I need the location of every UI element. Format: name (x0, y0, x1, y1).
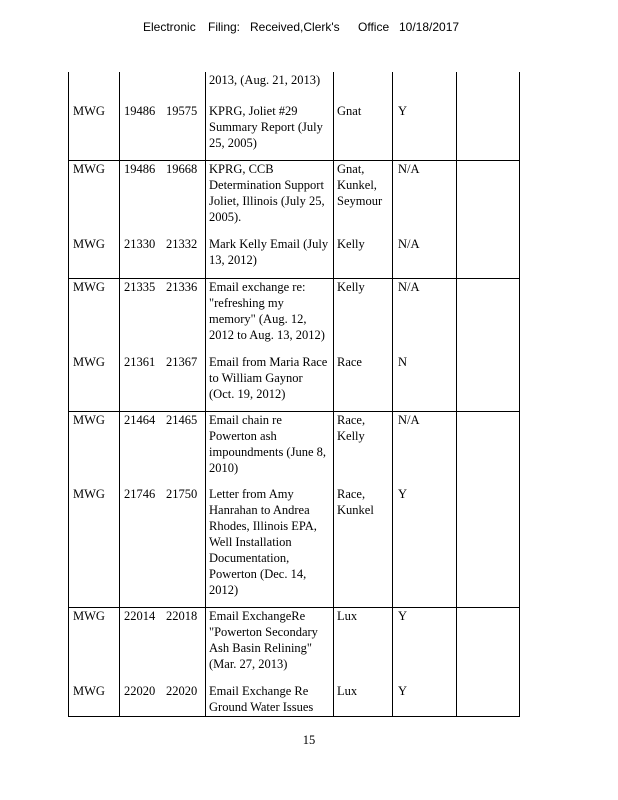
table-cell-bates-start: 22020 (124, 684, 156, 698)
table-cell-bates-end: 21336 (166, 280, 198, 294)
table-cell-bates-prefix: MWG (73, 162, 105, 176)
table-cell-description: Email ExchangeRe "Powerton Secondary Ash Basin Relining" (Mar. 27, 2013) (209, 609, 318, 671)
table-cell-privileged: Y (398, 487, 408, 501)
table-cell-bates-end: 22020 (166, 684, 198, 698)
table-cell-author: Gnat, Kunkel, Seymour (337, 162, 383, 208)
table-cell-bates-start: 19486 (124, 104, 156, 118)
header-word-filing: Filing: (208, 20, 241, 34)
table-cell-privileged: N/A (398, 162, 420, 176)
table-border-left (68, 72, 69, 717)
table-cell-bates-prefix: MWG (73, 237, 105, 251)
page-number: 15 (302, 733, 316, 747)
header-word-electronic: Electronic (143, 20, 196, 34)
table-cell-bates-start: 21746 (124, 487, 156, 501)
table-cell-description: Email chain re Powerton ash impoundments (June 8, 2010) (209, 413, 327, 475)
table-cell-bates-start: 22014 (124, 609, 156, 623)
header-word-received-clerks: Received,Clerk's (250, 20, 340, 34)
table-cell-privileged: Y (398, 684, 408, 698)
table-cell-bates-start: 21330 (124, 237, 156, 251)
table-cell-author: Lux (337, 609, 358, 623)
table-border-right (519, 72, 520, 717)
table-cell-privileged: N/A (398, 237, 420, 251)
table-cell-bates-prefix: MWG (73, 355, 105, 369)
header-word-office: Office (358, 20, 390, 34)
table-cell-author: Gnat (337, 104, 362, 118)
table-cell-bates-prefix: MWG (73, 609, 105, 623)
table-cell-description: KPRG, CCB Determination Support Joliet, Illinois (July 25, 2005). (209, 162, 325, 224)
table-cell-privileged: Y (398, 609, 408, 623)
table-cell-bates-end: 21750 (166, 487, 198, 501)
table-cell-description: Email from Maria Race to William Gaynor (Oct. 19, 2012) (209, 355, 328, 401)
table-cell-bates-end: 22018 (166, 609, 198, 623)
table-cell-description: Letter from Amy Hanrahan to Andrea Rhodes, Illinois EPA, Well Installation Documentation, Powerton (Dec. 14, 2012) (209, 487, 317, 597)
table-cell-author: Race, Kelly (337, 413, 366, 443)
table-cell-description: Mark Kelly Email (July 13, 2012) (209, 237, 329, 267)
header-word-date: 10/18/2017 (399, 20, 460, 34)
table-cell-bates-prefix: MWG (73, 104, 105, 118)
table-cell-description: Email Exchange Re Ground Water Issues (209, 684, 314, 714)
table-cell-bates-end: 19575 (166, 104, 198, 118)
table-cell-description: KPRG, Joliet #29 Summary Report (July 25, 2005) (209, 104, 323, 150)
table-cell-author: Race, Kunkel (337, 487, 374, 517)
table-cell-bates-end: 21367 (166, 355, 198, 369)
table-cell-description: Email exchange re: "refreshing my memory" (Aug. 12, 2012 to Aug. 13, 2012) (209, 280, 325, 342)
table-cell-bates-prefix: MWG (73, 684, 105, 698)
table-cell-bates-start: 21335 (124, 280, 156, 294)
table-cell-privileged: N/A (398, 280, 420, 294)
table-cell-author: Kelly (337, 280, 365, 294)
table-cell-privileged: N/A (398, 413, 420, 427)
table-cell-author: Kelly (337, 237, 365, 251)
table-cell-bates-end: 21332 (166, 237, 198, 251)
table-column-divider (456, 72, 457, 717)
table-cell-bates-prefix: MWG (73, 487, 105, 501)
table-cell-author: Race (337, 355, 362, 369)
table-border-bottom (68, 716, 520, 717)
table-cell-privileged: Y (398, 104, 408, 118)
table-cell-bates-start: 21464 (124, 413, 156, 427)
table-cell-author: Lux (337, 684, 358, 698)
table-column-divider (119, 72, 120, 717)
table-column-divider (392, 72, 393, 717)
table-cell-description: 2013, (Aug. 21, 2013) (209, 73, 321, 87)
table-cell-privileged: N (398, 355, 408, 369)
table-cell-bates-end: 19668 (166, 162, 198, 176)
table-cell-bates-prefix: MWG (73, 280, 105, 294)
table-cell-bates-end: 21465 (166, 413, 198, 427)
table-cell-bates-start: 21361 (124, 355, 156, 369)
table-cell-bates-prefix: MWG (73, 413, 105, 427)
table-column-divider (205, 72, 206, 717)
table-cell-bates-start: 19486 (124, 162, 156, 176)
